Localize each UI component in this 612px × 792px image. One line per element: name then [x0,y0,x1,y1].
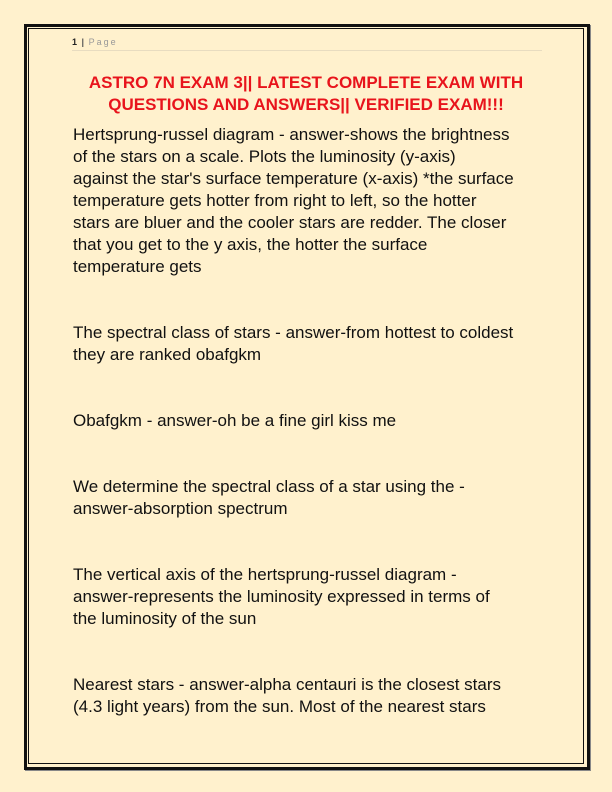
page-label: Page [88,37,118,47]
paragraph-line: Nearest stars - answer-alpha centauri is the closest stars [73,675,502,694]
paragraph-line: Hertsprung-russel diagram - answer-shows the brightness [73,125,510,144]
paragraph-line: the luminosity of the sun [73,609,257,628]
paragraph-line: We determine the spectral class of a star using the - [73,477,465,496]
title-line: QUESTIONS AND ANSWERS|| VERIFIED EXAM!!! [108,95,504,114]
qa-paragraph [73,410,553,432]
paragraph-line: of the stars on a scale. Plots the luminosity (y-axis) [73,147,456,166]
title-line: ASTRO 7N EXAM 3|| LATEST COMPLETE EXAM WITH [88,73,524,92]
qa-paragraph [73,124,553,278]
paragraph-line: against the star's surface temperature (x-axis) *the surface [73,169,514,188]
paragraph-line: they are ranked obafgkm [73,345,262,364]
document-title [60,72,552,116]
page-number: 1 [72,37,78,47]
paragraph-line: that you get to the y axis, the hotter the surface [73,235,428,254]
paragraph-line: The spectral class of stars - answer-from hottest to coldest [73,323,514,342]
qa-paragraph [73,674,553,718]
document-body [73,124,553,762]
paragraph-line: The vertical axis of the hertsprung-russel diagram - [73,565,457,584]
paragraph-line: (4.3 light years) from the sun. Most of the nearest stars [73,697,486,716]
paragraph-line: stars are bluer and the cooler stars are redder. The closer [73,213,507,232]
paragraph-line: answer-absorption spectrum [73,499,288,518]
paragraph-line: temperature gets [73,257,202,276]
paragraph-line: answer-represents the luminosity expressed in terms of [73,587,490,606]
qa-paragraph [73,322,553,366]
qa-paragraph [73,476,553,520]
paragraph-line: Obafgkm - answer-oh be a fine girl kiss me [73,411,397,430]
paragraph-line: temperature gets hotter from right to left, so the hotter [73,191,477,210]
qa-paragraph [73,564,553,630]
page-header [72,37,542,51]
header-separator: | [81,37,85,47]
